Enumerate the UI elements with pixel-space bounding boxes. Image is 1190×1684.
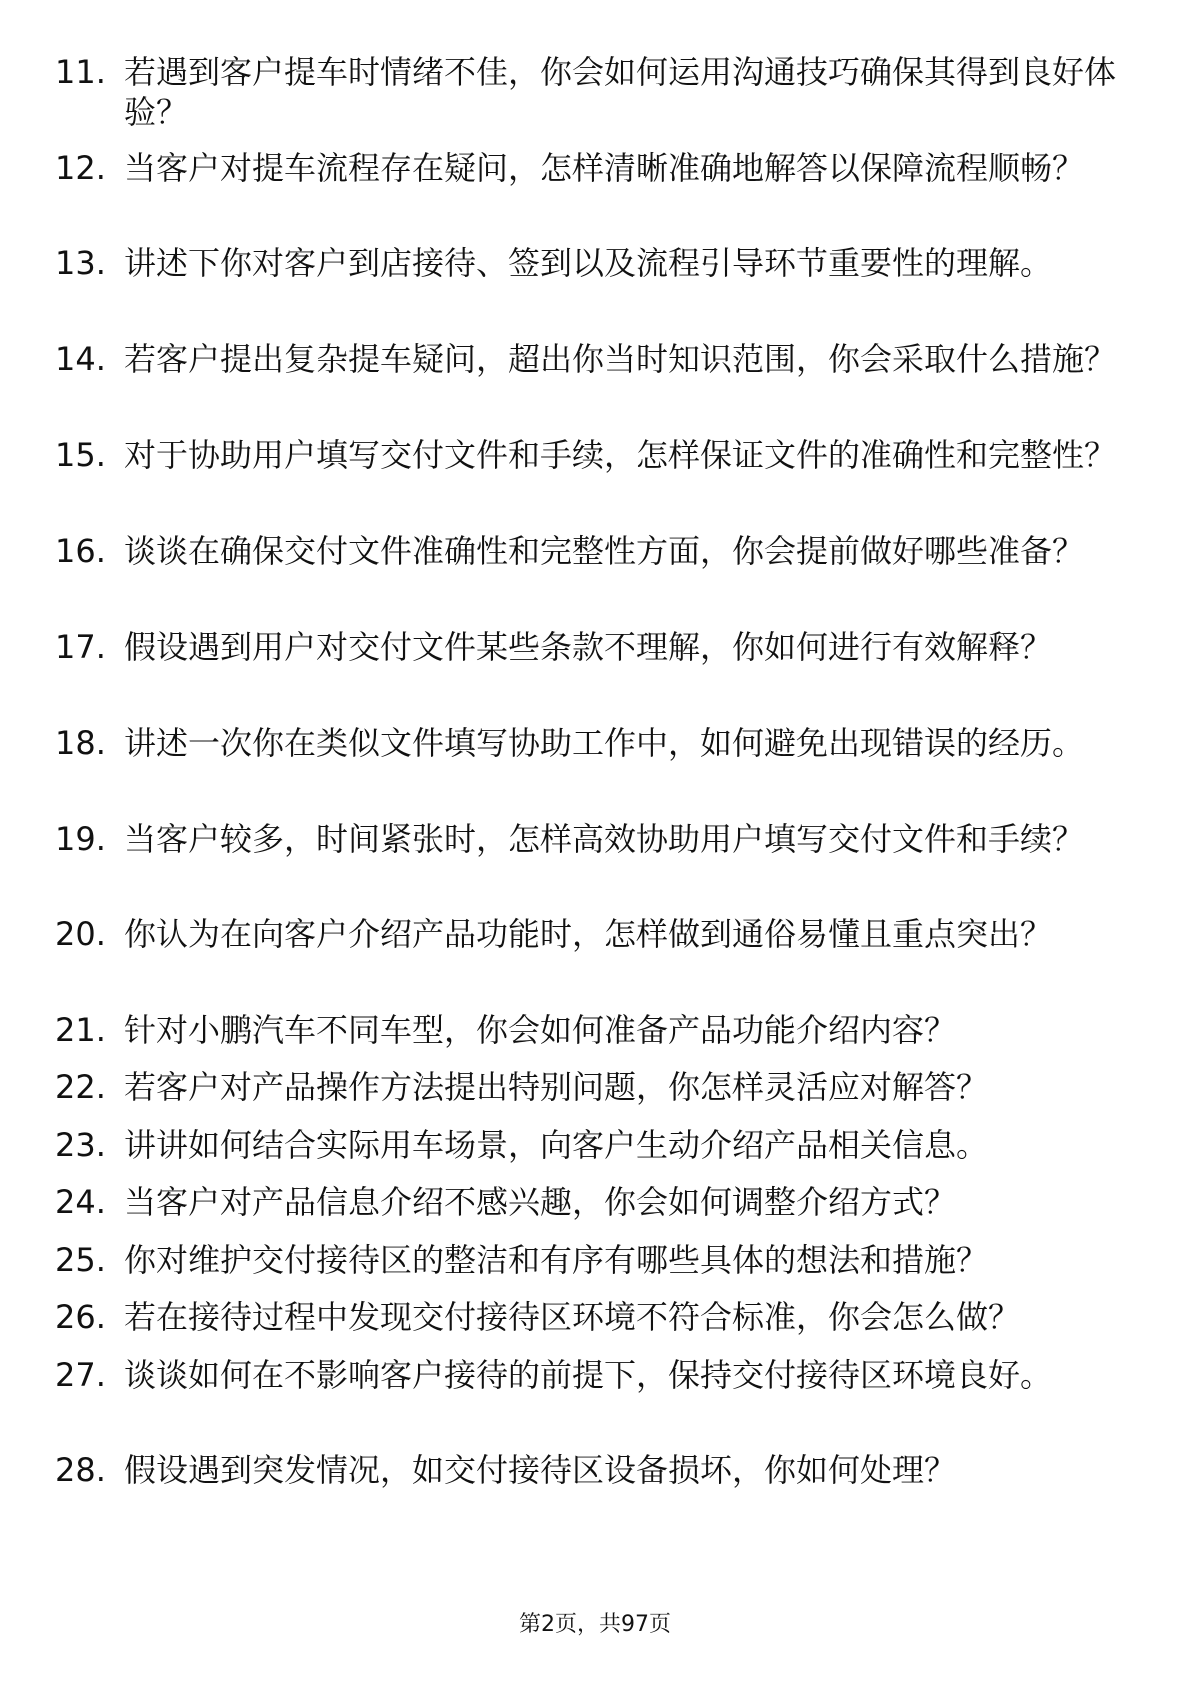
question-text: 谈谈如何在不影响客户接待的前提下，保持交付接待区环境良好。 [124,1356,1053,1394]
question-text: 若在接待过程中发现交付接待区环境不符合标准，你会怎么做？ [124,1298,1021,1336]
question-text: 当客户对提车流程存在疑问，怎样清晰准确地解答以保障流程顺畅？ [124,149,1085,187]
question-text: 假设遇到用户对交付文件某些条款不理解，你如何进行有效解释？ [124,628,1053,666]
question-text: 你对维护交付接待区的整洁和有序有哪些具体的想法和措施？ [124,1241,989,1279]
question-text: 假设遇到突发情况，如交付接待区设备损坏，你如何处理？ [124,1451,957,1489]
question-number: 24. [55,1183,106,1221]
question-number: 25. [55,1241,106,1279]
question-number: 11. [55,53,106,91]
question-number: 17. [55,628,106,666]
question-number: 20. [55,915,106,953]
question-text: 讲讲如何结合实际用车场景，向客户生动介绍产品相关信息。 [124,1126,989,1164]
question-number: 14. [55,340,106,378]
question-text: 对于协助用户填写交付文件和手续，怎样保证文件的准确性和完整性？ [124,436,1117,474]
question-number: 16. [55,532,106,570]
question-number: 21. [55,1011,106,1049]
question-number: 22. [55,1068,106,1106]
question-text: 谈谈在确保交付文件准确性和完整性方面，你会提前做好哪些准备？ [124,532,1085,570]
question-number: 19. [55,820,106,858]
question-number: 28. [55,1451,106,1489]
question-number: 23. [55,1126,106,1164]
question-text: 当客户对产品信息介绍不感兴趣，你会如何调整介绍方式？ [124,1183,957,1221]
question-text: 若客户对产品操作方法提出特别问题，你怎样灵活应对解答？ [124,1068,989,1106]
question-number: 15. [55,436,106,474]
question-number: 12. [55,149,106,187]
page-number: 第2页，共97页 [519,1612,671,1637]
question-text: 你认为在向客户介绍产品功能时，怎样做到通俗易懂且重点突出？ [124,915,1053,953]
question-text: 针对小鹏汽车不同车型，你会如何准备产品功能介绍内容？ [124,1011,957,1049]
question-number: 13. [55,244,106,282]
question-text: 当客户较多，时间紧张时，怎样高效协助用户填写交付文件和手续？ [124,820,1085,858]
question-text: 讲述一次你在类似文件填写协助工作中，如何避免出现错误的经历。 [124,724,1085,762]
question-text: 讲述下你对客户到店接待、签到以及流程引导环节重要性的理解。 [124,244,1053,282]
question-number: 26. [55,1298,106,1336]
question-text: 若遇到客户提车时情绪不佳，你会如何运用沟通技巧确保其得到良好体验？ [124,53,1117,131]
question-number: 27. [55,1356,106,1394]
question-text: 若客户提出复杂提车疑问，超出你当时知识范围，你会采取什么措施？ [124,340,1117,378]
question-number: 18. [55,724,106,762]
